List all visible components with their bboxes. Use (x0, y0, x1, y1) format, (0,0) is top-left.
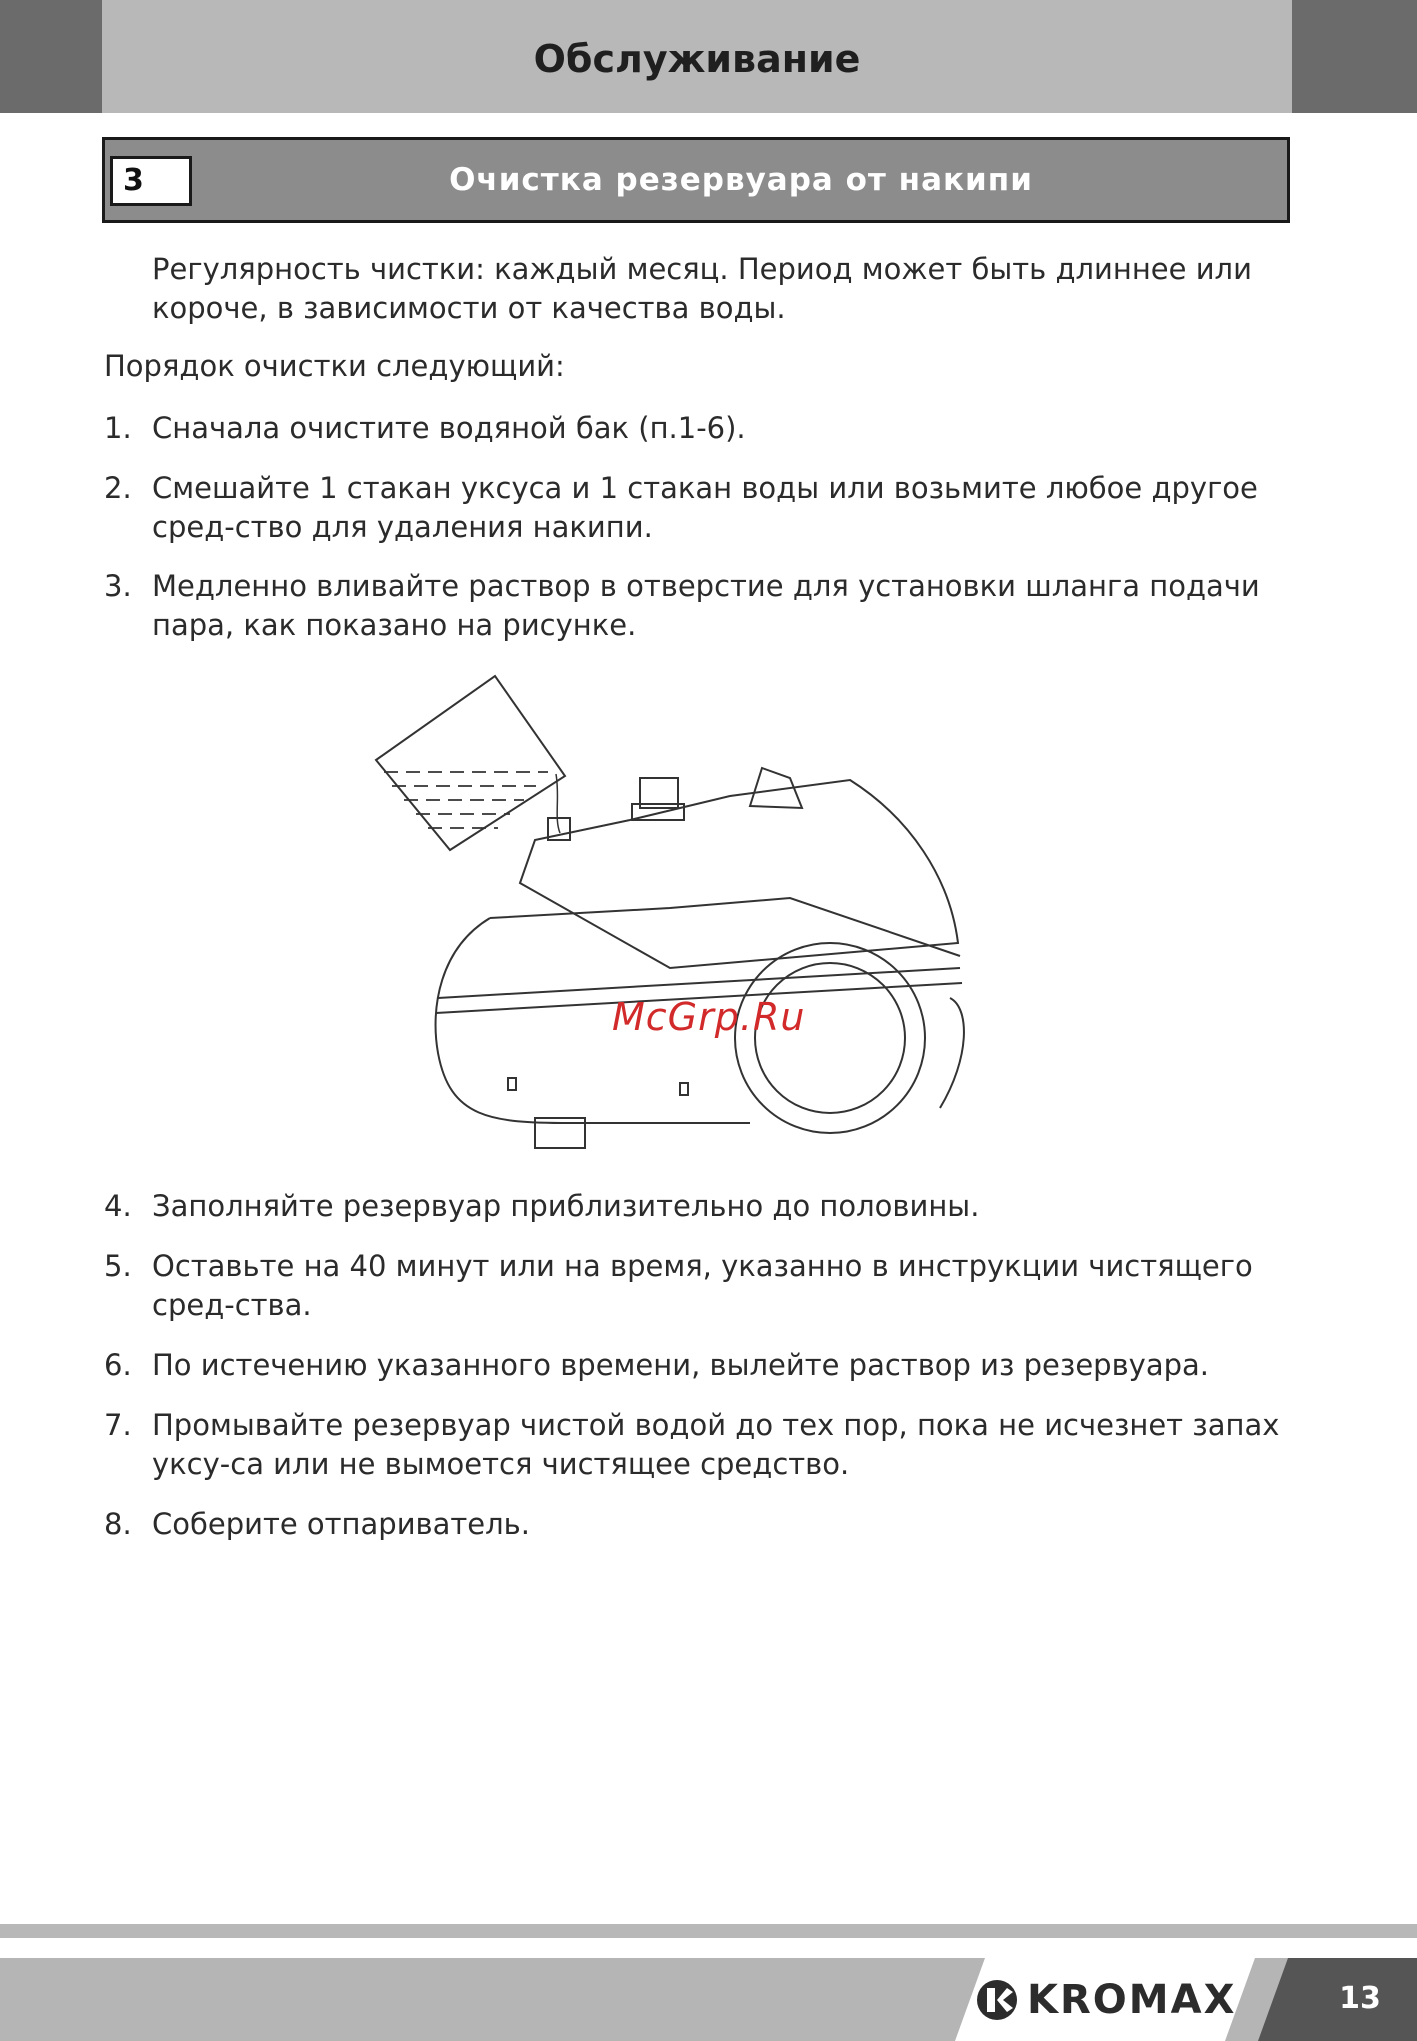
pouring-cup (376, 676, 565, 850)
kromax-emblem-icon (975, 1978, 1019, 2022)
page-number: 13 (1339, 1981, 1381, 2016)
section-number: 3 (110, 156, 192, 206)
list-item (104, 567, 1292, 645)
top-housing (520, 780, 958, 968)
header-right-block (1292, 0, 1417, 113)
step-text: Оставьте на 40 минут или на время, указанно в инструкции чистящего сред-ства. (152, 1249, 1253, 1322)
step-number: 6. (104, 1348, 132, 1382)
page-title: Обслуживание (533, 36, 861, 81)
step-text: Медленно вливайте раствор в отверстие для установки шланга подачи пара, как показано на рисунке. (152, 569, 1260, 642)
step-text: Заполняйте резервуар приблизительно до половины. (152, 1189, 980, 1223)
pour-stream (556, 774, 560, 833)
step-number: 8. (104, 1507, 132, 1541)
order-label: Порядок очистки следующий: (104, 349, 565, 383)
step-number: 5. (104, 1249, 132, 1283)
footer-divider (0, 1924, 1417, 1938)
steamer-illustration (370, 668, 990, 1158)
step-text: Соберите отпариватель. (152, 1507, 530, 1541)
list-item (104, 409, 1292, 448)
brand-name: KROMAX (1027, 1977, 1237, 2023)
list-item (104, 1187, 1292, 1226)
section-title: Очистка резервуара от накипи (449, 162, 1033, 198)
page-header (102, 0, 1292, 113)
handle (750, 768, 802, 808)
detail (508, 1078, 516, 1090)
header-left-block (0, 0, 102, 113)
step-number: 1. (104, 411, 132, 445)
step-number: 3. (104, 569, 132, 603)
step-text: Промывайте резервуар чистой водой до тех пор, пока не исчезнет запах уксу-са или не вымоется чистящее средство. (152, 1408, 1280, 1481)
list-item (104, 1406, 1292, 1484)
detail (680, 1083, 688, 1095)
intro-paragraph: Регулярность чистки: каждый месяц. Период может быть длиннее или короче, в зависимости от качества воды. (152, 252, 1252, 325)
step-text: Сначала очистите водяной бак (п.1-6). (152, 411, 746, 445)
step-number: 7. (104, 1408, 132, 1442)
list-item (104, 1247, 1292, 1325)
step-text: По истечению указанного времени, вылейте раствор из резервуара. (152, 1348, 1209, 1382)
brand-logo (975, 1976, 1236, 2024)
list-item (104, 469, 1292, 547)
section-bar (102, 137, 1290, 223)
step-number: 4. (104, 1189, 132, 1223)
step-text: Смешайте 1 стакан уксуса и 1 стакан воды или возьмите любое другое сред-ство для удаления накипи. (152, 471, 1258, 544)
list-item (104, 1346, 1292, 1385)
rear-outline (940, 998, 964, 1108)
liquid-lines (384, 772, 548, 828)
list-item (104, 1505, 1292, 1544)
watermark: McGrp.Ru (612, 995, 806, 1039)
step-number: 2. (104, 471, 132, 505)
